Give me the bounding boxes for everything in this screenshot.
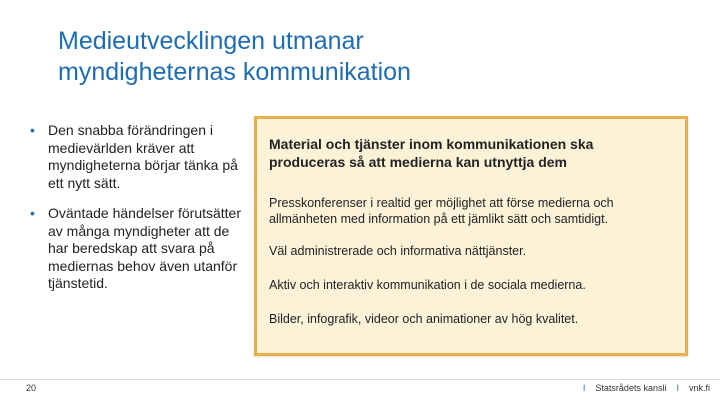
footer-separator: I xyxy=(582,383,586,393)
title-line-1: Medieutvecklingen utmanar xyxy=(58,27,364,55)
bullet-icon: • xyxy=(30,205,35,221)
footer-separator: I xyxy=(676,383,679,393)
box-item: Aktiv och interaktiv kommunikation i de sociala medierna. xyxy=(269,278,586,292)
title-line-2: myndigheternas kommunikation xyxy=(58,58,411,86)
page-number: 20 xyxy=(26,383,37,393)
left-bullet-list xyxy=(30,122,250,306)
bullet-text: Oväntade händelser förutsätter av många myndigheter att de har beredskap att svara på mediernas behov även utanför tjänstetid. xyxy=(48,205,242,291)
footer-site-link[interactable]: vnk.fi xyxy=(688,383,710,393)
box-heading: Material och tjänster inom kommunikationen ska produceras så att medierna kan utnyttja dem xyxy=(269,136,594,170)
footer-org: Statsrådets kansli xyxy=(595,383,667,393)
box-item: Väl administrerade och informativa nättjänster. xyxy=(269,244,527,258)
highlight-box xyxy=(254,116,688,356)
box-item: Presskonferenser i realtid ger möjlighet att förse medierna och allmänheten med information på ett jämlikt sätt och samtidigt. xyxy=(269,196,614,226)
bullet-icon: • xyxy=(30,122,35,138)
footer-divider xyxy=(0,379,720,380)
footer-branding xyxy=(583,383,710,393)
box-item: Bilder, infografik, videor och animationer av hög kvalitet. xyxy=(269,312,579,326)
page-title xyxy=(58,26,618,88)
bullet-text: Den snabba förändringen i medievärlden kräver att myndigheterna börjar tänka på ett nytt sätt. xyxy=(48,122,238,191)
list-item xyxy=(30,122,250,192)
list-item xyxy=(30,205,250,293)
